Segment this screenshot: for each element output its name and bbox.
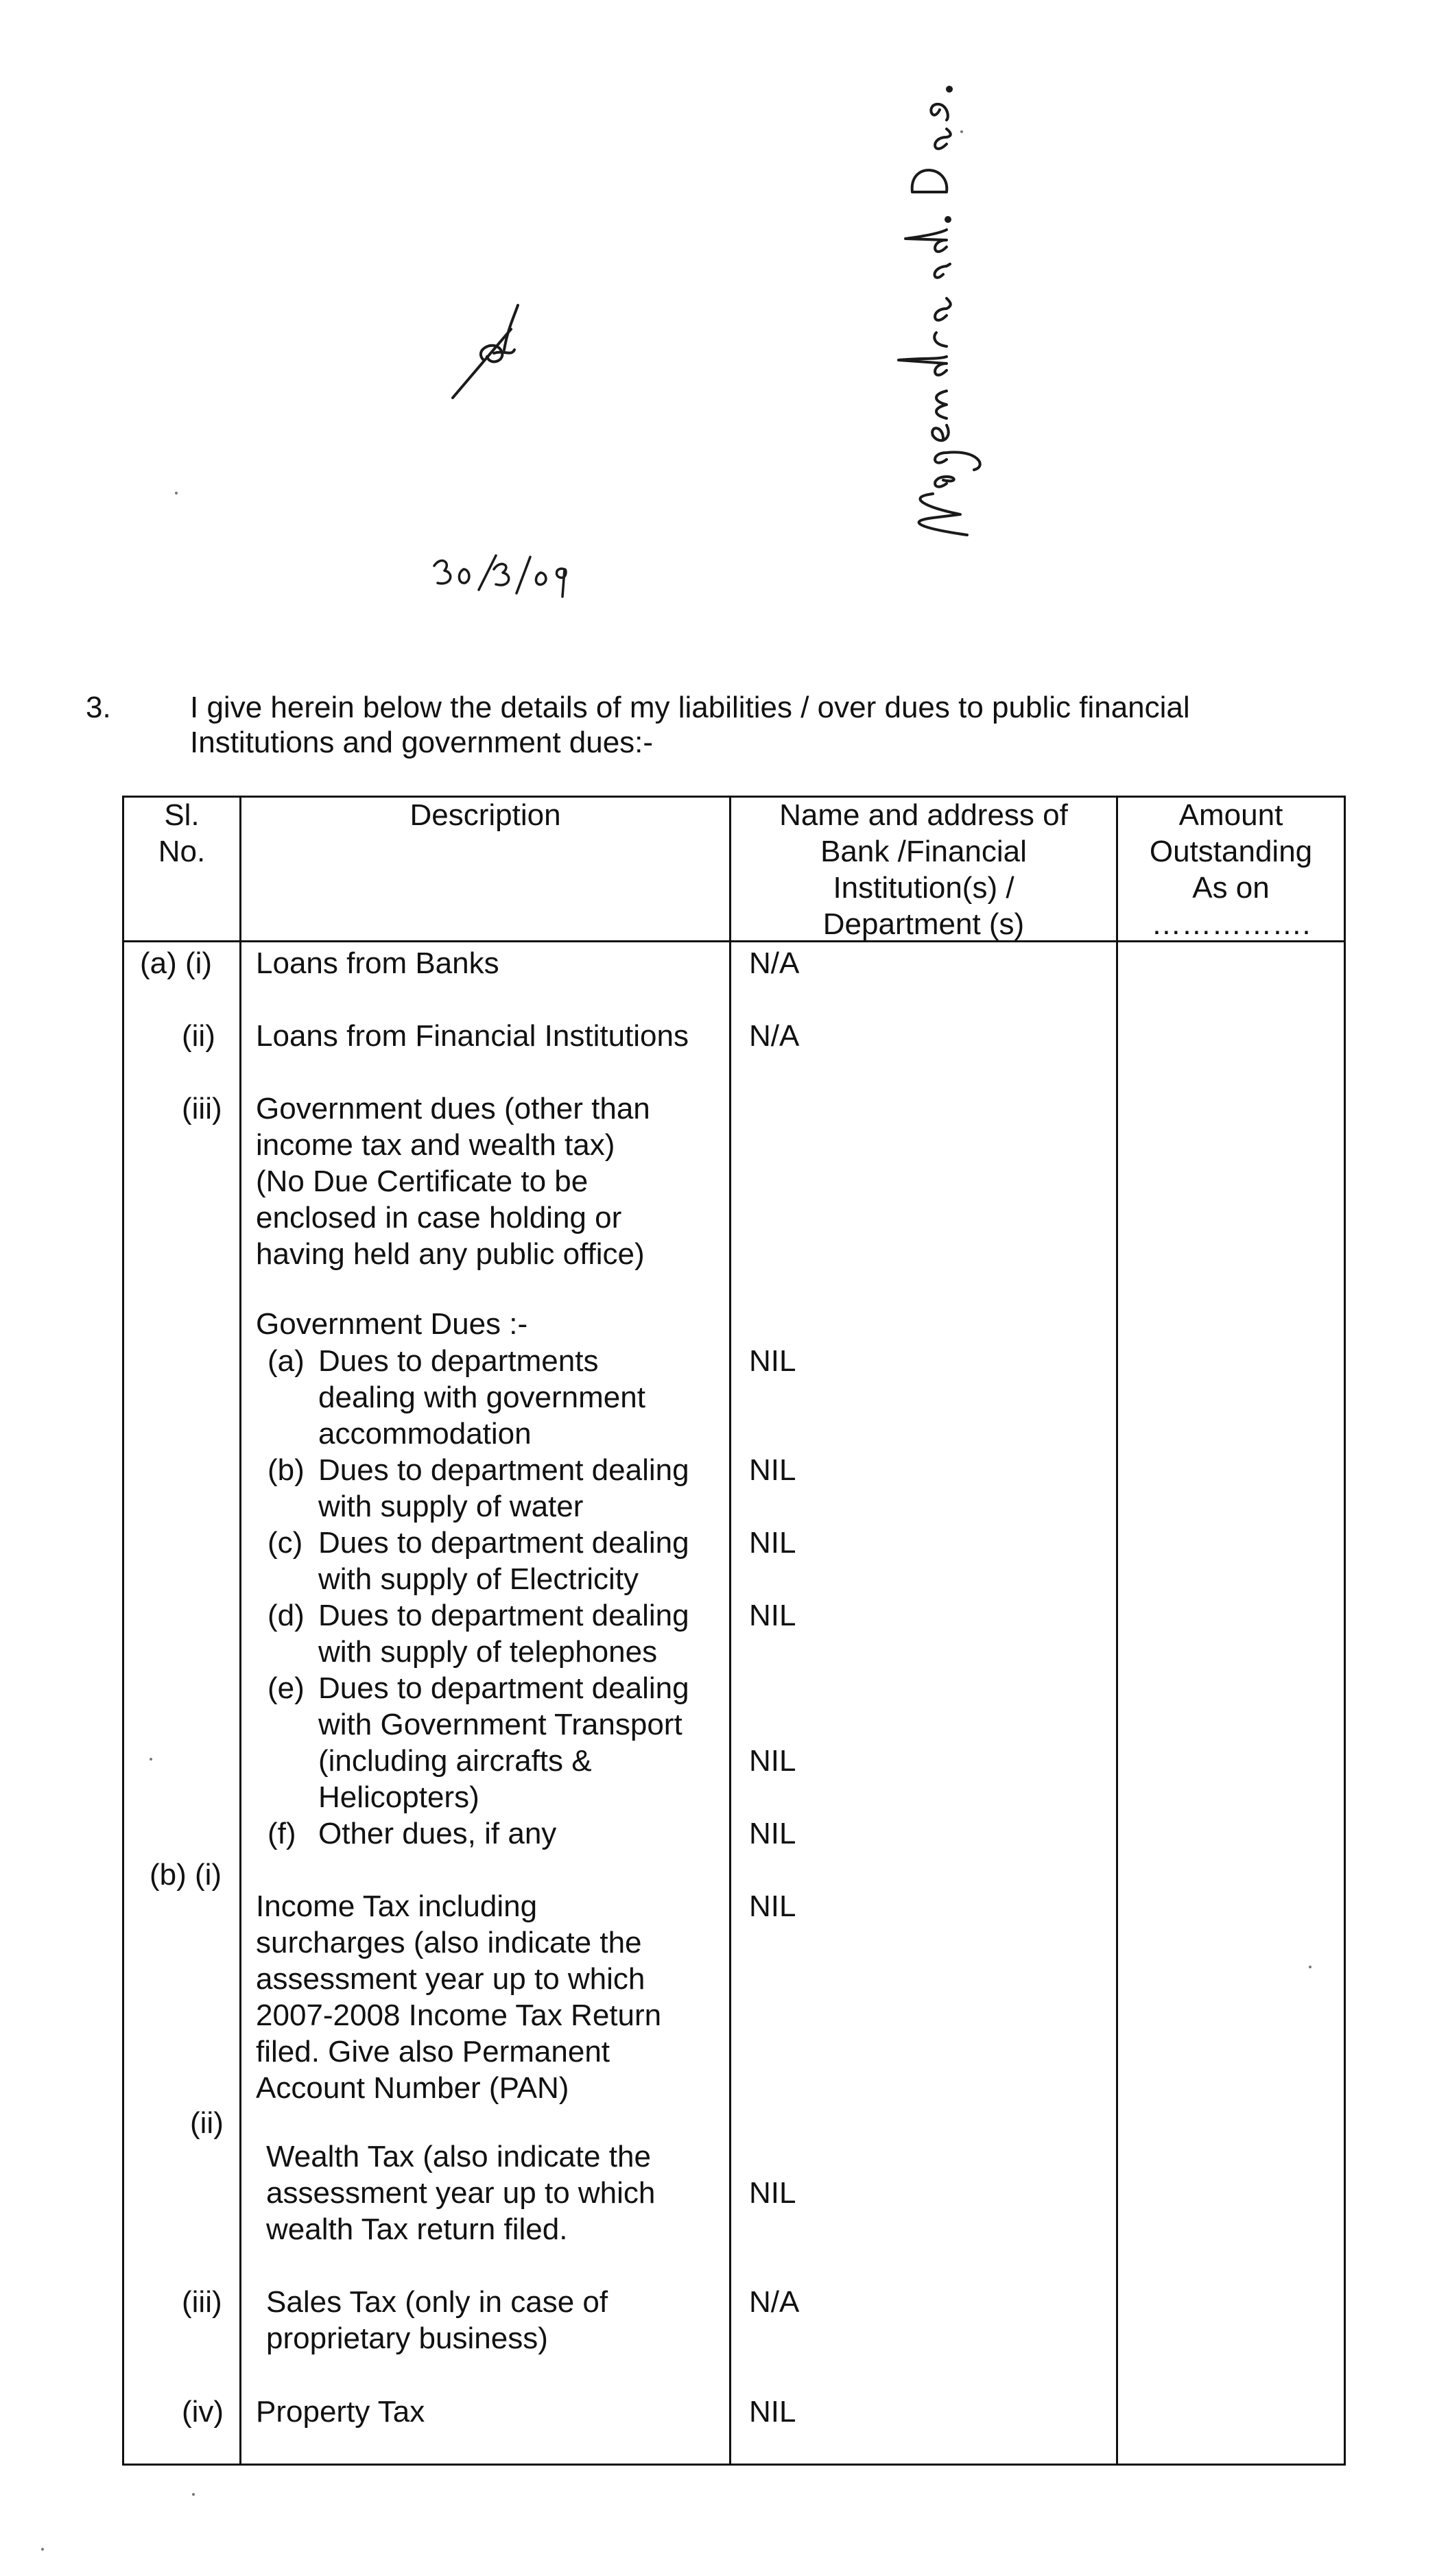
header-name-address: Name and address of Bank /Financial Institution(s) / Department (s)	[779, 798, 1068, 941]
desc-income-tax-line-6: Account Number (PAN)	[256, 2071, 569, 2105]
sl-b-ii: (ii)	[190, 2106, 224, 2140]
sl-a-i: (a) (i)	[140, 946, 213, 980]
desc-a-line-1: Dues to departments	[318, 1344, 599, 1378]
desc-e-label: (e)	[268, 1671, 305, 1705]
scan-speck	[1309, 1966, 1311, 1968]
desc-e-line-4: Helicopters)	[318, 1780, 479, 1814]
desc-gov-line-2: income tax and wealth tax)	[256, 1128, 615, 1162]
handwritten-date	[431, 549, 582, 604]
table-border-left	[122, 796, 124, 2466]
value-loans-fi: N/A	[749, 1019, 800, 1053]
desc-gov-line-3: (No Due Certificate to be	[256, 1165, 589, 1198]
scan-speck	[150, 1758, 152, 1761]
value-sales-tax: N/A	[749, 2285, 800, 2319]
desc-a-label: (a)	[268, 1344, 305, 1378]
section-number: 3.	[86, 691, 111, 724]
sl-iii: (iii)	[182, 1092, 222, 1125]
desc-b-line-2: with supply of water	[318, 1490, 584, 1523]
section-intro-line-2: Institutions and government dues:-	[190, 726, 654, 759]
handwritten-signature	[844, 27, 995, 549]
sl-b-iii: (iii)	[182, 2285, 222, 2319]
desc-e-line-3: (including aircrafts &	[318, 1744, 592, 1778]
desc-loans-fi: Loans from Financial Institutions	[256, 1019, 689, 1053]
desc-sales-tax-line-1: Sales Tax (only in case of	[266, 2285, 608, 2319]
desc-wealth-tax-line-1: Wealth Tax (also indicate the	[266, 2140, 651, 2173]
desc-sales-tax-line-2: proprietary business)	[266, 2322, 548, 2355]
desc-income-tax-line-5: filed. Give also Permanent	[256, 2035, 610, 2068]
scan-speck	[41, 2548, 44, 2551]
desc-d-line-1: Dues to department dealing	[318, 1599, 689, 1632]
column-divider-2	[729, 796, 731, 2466]
value-income-tax: NIL	[749, 1889, 796, 1923]
desc-income-tax-line-1: Income Tax including	[256, 1889, 538, 1923]
scan-speck	[960, 130, 963, 133]
value-loans-banks: N/A	[749, 946, 800, 980]
column-divider-1	[239, 796, 241, 2466]
table-border-bottom	[122, 2464, 1346, 2466]
desc-c-line-1: Dues to department dealing	[318, 1526, 689, 1560]
sl-b-iv: (iv)	[182, 2395, 224, 2429]
value-wealth-tax: NIL	[749, 2176, 796, 2210]
desc-wealth-tax-line-2: assessment year up to which	[266, 2176, 656, 2210]
desc-e-line-2: with Government Transport	[318, 1708, 683, 1741]
column-divider-3	[1116, 796, 1118, 2466]
desc-d-line-2: with supply of telephones	[318, 1635, 658, 1669]
sl-ii: (ii)	[182, 1019, 215, 1053]
value-dues-f: NIL	[749, 1817, 796, 1850]
value-dues-c: NIL	[749, 1526, 796, 1560]
header-sl-no: Sl. No.	[158, 798, 206, 868]
desc-loans-banks: Loans from Banks	[256, 946, 499, 980]
value-dues-d: NIL	[749, 1599, 796, 1632]
value-dues-b: NIL	[749, 1453, 796, 1487]
desc-d-label: (d)	[268, 1599, 305, 1632]
desc-f-label: (f)	[268, 1817, 296, 1850]
desc-income-tax-line-4: 2007-2008 Income Tax Return	[256, 1999, 662, 2032]
scan-speck	[192, 2493, 195, 2496]
table-border-right	[1344, 796, 1346, 2466]
value-property-tax: NIL	[749, 2395, 796, 2429]
section-intro-line-1: I give herein below the details of my liabilities / over dues to public financial	[190, 691, 1190, 724]
header-description: Description	[410, 798, 561, 832]
desc-a-line-3: accommodation	[318, 1417, 532, 1451]
desc-wealth-tax-line-3: wealth Tax return filed.	[266, 2213, 568, 2246]
desc-a-line-2: dealing with government	[318, 1381, 645, 1414]
sl-b-i: (b) (i)	[150, 1858, 222, 1892]
desc-f-line-1: Other dues, if any	[318, 1817, 557, 1850]
desc-b-label: (b)	[268, 1453, 305, 1487]
desc-b-line-1: Dues to department dealing	[318, 1453, 689, 1487]
handwritten-initials	[446, 302, 528, 405]
desc-c-label: (c)	[268, 1526, 303, 1560]
scan-speck	[175, 492, 178, 494]
desc-gov-dues-heading: Government Dues :-	[256, 1307, 528, 1341]
desc-e-line-1: Dues to department dealing	[318, 1671, 689, 1705]
desc-c-line-2: with supply of Electricity	[318, 1562, 639, 1596]
desc-property-tax: Property Tax	[256, 2395, 425, 2429]
desc-gov-line-4: enclosed in case holding or	[256, 1201, 622, 1235]
desc-income-tax-line-2: surcharges (also indicate the	[256, 1926, 642, 1959]
header-amount: Amount Outstanding As on …………….	[1149, 798, 1313, 941]
value-dues-e: NIL	[749, 1744, 796, 1778]
desc-gov-line-1: Government dues (other than	[256, 1092, 650, 1125]
desc-gov-line-5: having held any public office)	[256, 1237, 645, 1271]
desc-income-tax-line-3: assessment year up to which	[256, 1962, 645, 1996]
value-dues-a: NIL	[749, 1344, 796, 1378]
